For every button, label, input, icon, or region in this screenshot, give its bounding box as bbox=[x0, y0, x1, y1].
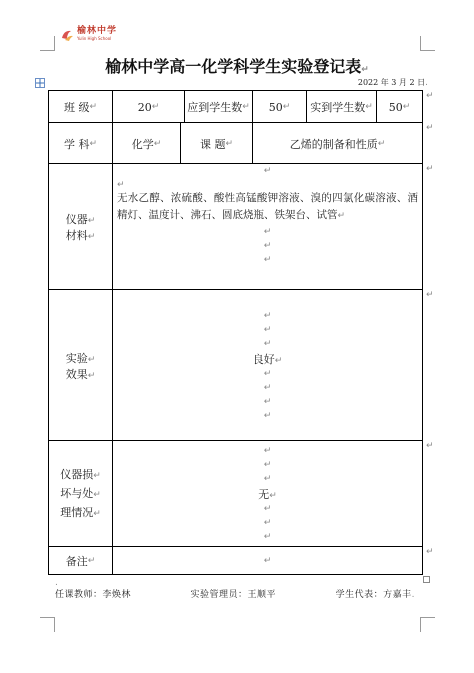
actual-label-cell: 实到学生数 ↵ bbox=[306, 91, 376, 123]
subject-label-cell: 学 科 ↵ bbox=[48, 123, 112, 164]
damage-label-line2: 坏与处 bbox=[60, 486, 94, 500]
logo-emblem-icon bbox=[60, 27, 74, 41]
result-label-line1: 实验 bbox=[65, 351, 88, 365]
subject-label: 学 科 bbox=[63, 137, 90, 151]
damage-label-line1: 仪器损 bbox=[60, 467, 94, 481]
topic-value: 乙烯的制备和性质 bbox=[289, 137, 378, 151]
notes-label-cell: 备注 ↵ bbox=[48, 547, 112, 575]
actual-value-cell[interactable]: 50 ↵ bbox=[376, 91, 423, 123]
table-bottom-border bbox=[48, 574, 423, 575]
expected-label-cell: 应到学生数 ↵ bbox=[184, 91, 252, 123]
class-value: 20 bbox=[137, 100, 152, 114]
damage-label-cell: 仪器损↵ 坏与处↵ 理情况↵ bbox=[48, 441, 112, 547]
school-logo bbox=[60, 24, 117, 44]
damage-label-line3: 理情况 bbox=[60, 505, 94, 519]
notes-content-cell[interactable]: ↵ bbox=[112, 547, 423, 575]
row-class-info bbox=[48, 90, 423, 123]
crop-mark-bottom-right bbox=[420, 617, 435, 632]
topic-label: 课 题 bbox=[199, 137, 226, 151]
table-move-handle-icon[interactable] bbox=[35, 78, 45, 88]
row-damage bbox=[48, 440, 423, 547]
logo-name: 榆林中学 bbox=[77, 26, 118, 36]
page-title: 榆林中学高一化学科学生实验登记表↵ bbox=[105, 57, 369, 76]
class-label: 班 级 bbox=[63, 101, 90, 114]
subject-value: 化学 bbox=[131, 137, 154, 151]
record-date: 2022 年 3 月 2 日. bbox=[357, 78, 428, 88]
damage-content-cell[interactable]: ↵ ↵ ↵ 无↵ ↵ ↵ ↵ bbox=[112, 441, 423, 547]
equipment-content-cell[interactable]: ↵ ↵ 无水乙醇、浓硫酸、酸性高锰酸钾溶液、溴的四氯化碳溶液、酒精灯、温度计、沸石、圆底烧瓶、铁架台、试管↵ ↵ ↵ ↵ bbox=[112, 164, 423, 290]
manager-signature: 实验管理员：王顺平 bbox=[190, 590, 277, 600]
result-label-line2: 效果 bbox=[65, 367, 88, 381]
actual-count-value: 50 bbox=[388, 100, 403, 114]
row-subject-info bbox=[48, 122, 423, 164]
result-value: 良好 bbox=[252, 352, 275, 366]
teacher-signature: 任课教师：李焕林 bbox=[55, 590, 132, 600]
subject-value-cell[interactable]: 化学 ↵ bbox=[112, 123, 180, 164]
equipment-list: 无水乙醇、浓硫酸、酸性高锰酸钾溶液、溴的四氯化碳溶液、酒精灯、温度计、沸石、圆底烧瓶、铁架台、试管↵ bbox=[117, 192, 418, 221]
table-resize-handle-icon[interactable] bbox=[423, 576, 430, 583]
crop-mark-bottom-left bbox=[40, 617, 55, 632]
signature-line bbox=[55, 587, 415, 600]
row-result bbox=[48, 289, 423, 441]
expected-count-label: 应到学生数 bbox=[187, 101, 243, 114]
topic-value-cell[interactable]: 乙烯的制备和性质 ↵ bbox=[252, 123, 423, 164]
result-label-cell: 实验↵ 效果↵ bbox=[48, 290, 112, 441]
equipment-label-line2: 材料 bbox=[65, 229, 88, 242]
equipment-label-cell: 仪器↵ 材料↵ bbox=[48, 164, 112, 290]
row-equipment bbox=[48, 163, 423, 290]
class-label-cell: 班 级 ↵ bbox=[48, 91, 112, 123]
expected-value-cell[interactable]: 50 ↵ bbox=[252, 91, 306, 123]
result-content-cell[interactable]: ↵ ↵ ↵ 良好↵ ↵ ↵ ↵ ↵ bbox=[112, 290, 423, 441]
crop-mark-top-right bbox=[420, 36, 435, 51]
notes-label: 备注 bbox=[65, 555, 88, 568]
damage-value: 无 bbox=[258, 488, 270, 501]
crop-mark-top-left bbox=[40, 36, 55, 51]
class-value-cell[interactable]: 20 ↵ bbox=[112, 91, 184, 123]
actual-count-label: 实到学生数 bbox=[310, 101, 366, 114]
registration-table bbox=[48, 90, 423, 574]
row-notes bbox=[48, 546, 423, 575]
logo-english: Yulin High School bbox=[77, 36, 112, 41]
topic-label-cell: 课 题 ↵ bbox=[180, 123, 252, 164]
expected-count-value: 50 bbox=[268, 100, 283, 114]
student-signature: 学生代表：方嘉丰. bbox=[335, 590, 415, 600]
equipment-label-line1: 仪器 bbox=[65, 213, 88, 226]
